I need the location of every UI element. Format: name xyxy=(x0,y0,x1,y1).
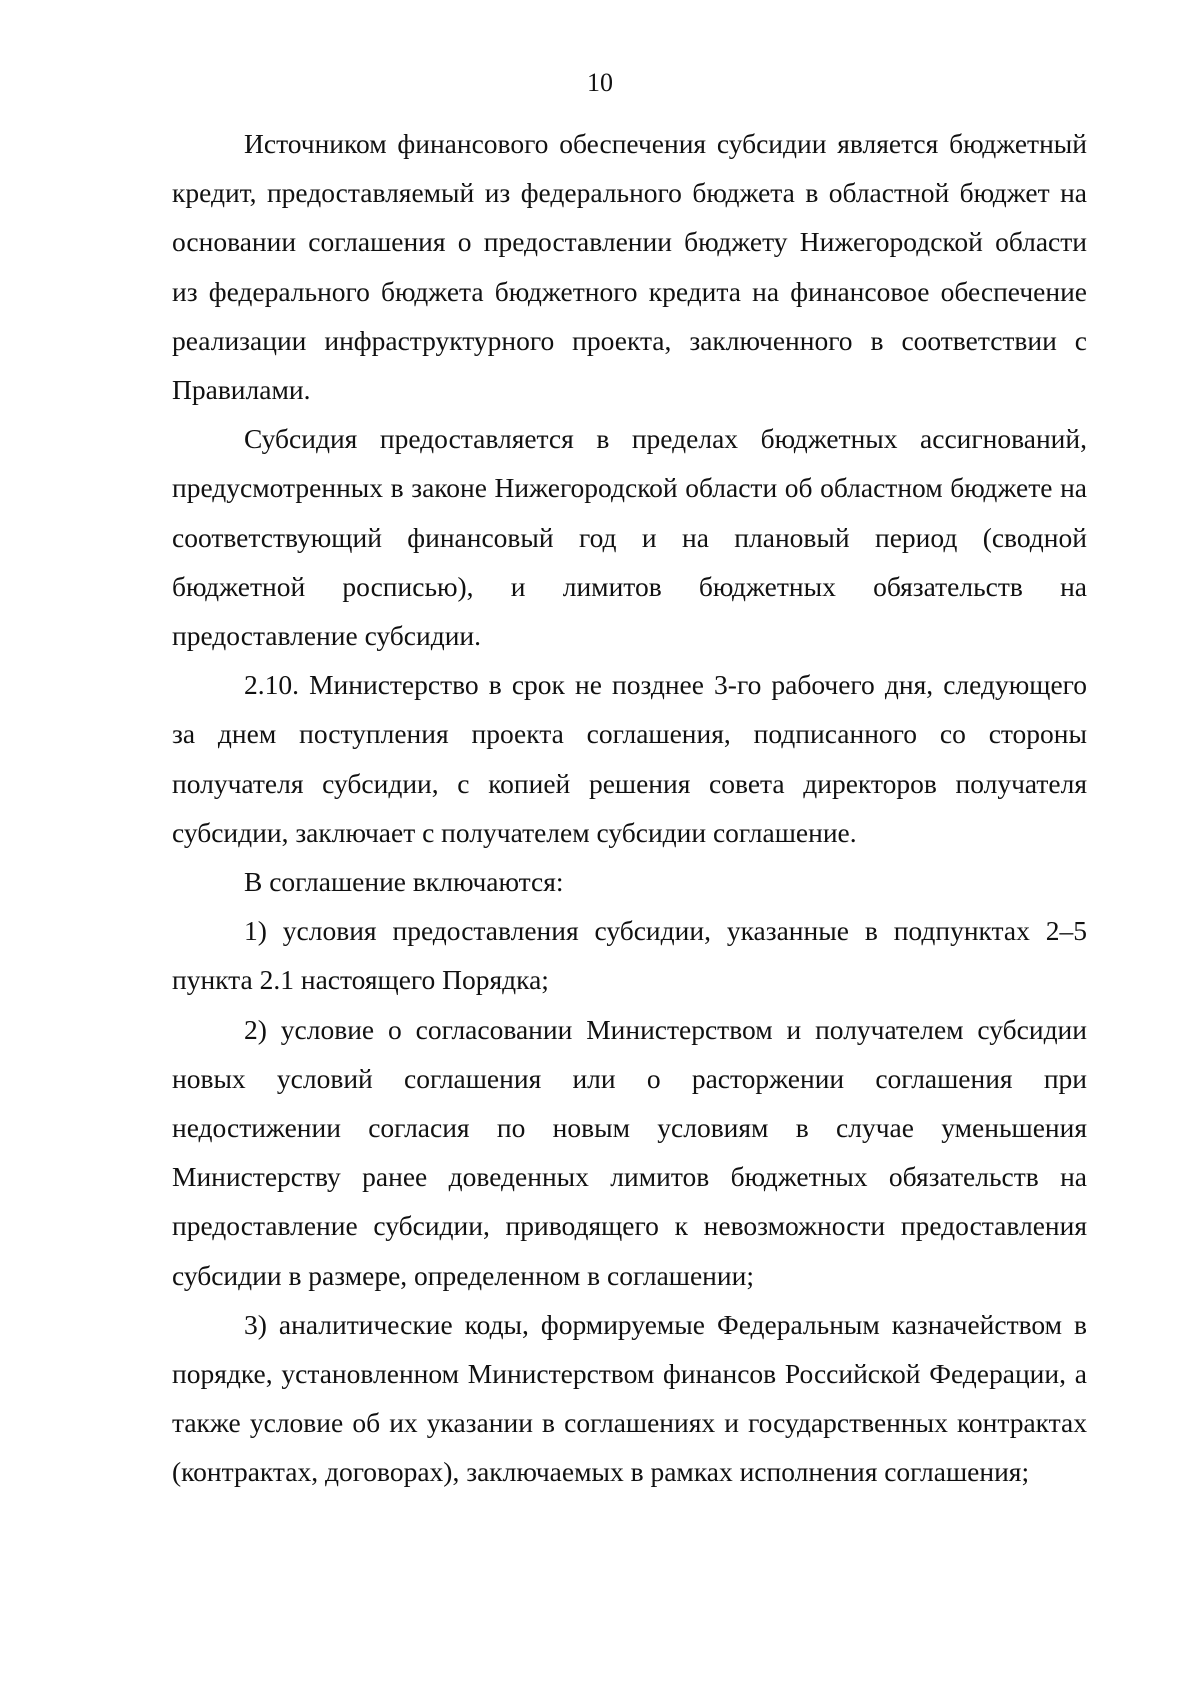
list-item-1: 1) условия предоставления субсидии, указанные в подпунктах 2–5 пункта 2.1 настоящего Порядка; xyxy=(172,915,1087,996)
paragraph-subsidy-limits: Субсидия предоставляется в пределах бюджетных ассигнований, предусмотренных в законе Нижегородской области об областном бюджете на соответствующий финансовый год и на плановый период (сводной бюджетной росписью), и лимитов бюджетных обязательств на предоставление субсидии. xyxy=(172,423,1087,652)
paragraph-funding-source: Источником финансового обеспечения субсидии является бюджетный кредит, предоставляемый из федерального бюджета в областной бюджет на основании соглашения о предоставлении бюджету Нижегородской области из федерального бюджета бюджетного кредита на финансовое обеспечение реализации инфраструктурного проекта, заключенного в соответствии с Правилами. xyxy=(172,128,1087,406)
paragraph-agreement-includes: В соглашение включаются: xyxy=(244,866,564,898)
list-item-3: 3) аналитические коды, формируемые Федеральным казначейством в порядке, установленном Министерством финансов Российской Федерации, а также условие об их указании в соглашениях и государственных контрактах (контрактах, договорах), заключаемых в рамках исполнения соглашения; xyxy=(172,1308,1087,1488)
list-item-2: 2) условие о согласовании Министерством и получателем субсидии новых условий соглашения или о расторжении соглашения при недостижении согласия по новым условиям в случае уменьшения Министерству ранее доведенных лимитов бюджетных обязательств на предоставление субсидии, приводящего к невозможности предоставления субсидии в размере, определенном в соглашении; xyxy=(172,1013,1087,1291)
document-body xyxy=(172,119,1087,1497)
page-number: 10 xyxy=(587,68,613,97)
paragraph-2-10: 2.10. Министерство в срок не позднее 3-го рабочего дня, следующего за днем поступления проекта соглашения, подписанного со стороны получателя субсидии, с копией решения совета директоров получателя субсидии, заключает с получателем субсидии соглашение. xyxy=(172,669,1087,848)
